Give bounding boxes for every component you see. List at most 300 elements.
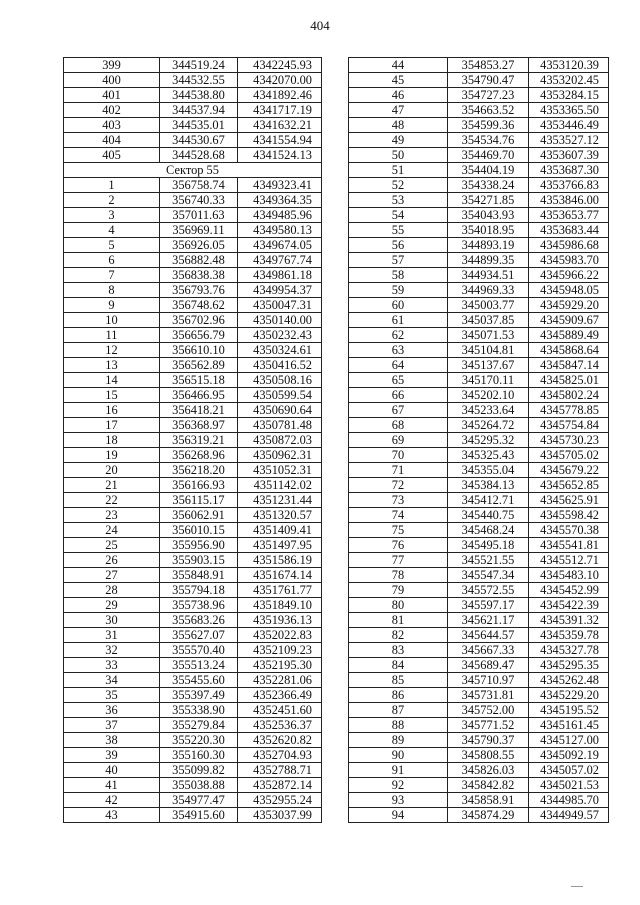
coordinate-y: 4352704.93 (238, 748, 322, 763)
point-number: 8 (64, 283, 160, 298)
table-row (64, 493, 322, 508)
coordinate-y: 4345295.35 (529, 658, 609, 673)
table-row (64, 298, 322, 313)
table-row (64, 793, 322, 808)
coordinate-x: 356748.62 (160, 298, 238, 313)
coordinate-y: 4345909.67 (529, 313, 609, 328)
coordinate-x: 356926.05 (160, 238, 238, 253)
table-row (64, 58, 322, 73)
table-row (349, 418, 609, 433)
point-number: 63 (349, 343, 448, 358)
point-number: 13 (64, 358, 160, 373)
coordinate-x: 355220.30 (160, 733, 238, 748)
point-number: 402 (64, 103, 160, 118)
table-row (64, 403, 322, 418)
table-row (349, 703, 609, 718)
point-number: 45 (349, 73, 448, 88)
point-number: 401 (64, 88, 160, 103)
coordinate-x: 356793.76 (160, 283, 238, 298)
coordinate-y: 4344949.57 (529, 808, 609, 823)
table-row (64, 613, 322, 628)
point-number: 70 (349, 448, 448, 463)
coordinate-x: 345412.71 (448, 493, 529, 508)
coordinate-x: 355794.18 (160, 583, 238, 598)
coordinate-x: 355956.90 (160, 538, 238, 553)
coordinate-y: 4345512.71 (529, 553, 609, 568)
table-row (349, 358, 609, 373)
coordinate-y: 4351586.19 (238, 553, 322, 568)
coordinate-y: 4345983.70 (529, 253, 609, 268)
coordinate-x: 356218.20 (160, 463, 238, 478)
coordinate-x: 354469.70 (448, 148, 529, 163)
point-number: 69 (349, 433, 448, 448)
table-row (349, 103, 609, 118)
coordinate-x: 344537.94 (160, 103, 238, 118)
coordinate-y: 4345422.39 (529, 598, 609, 613)
table-row (64, 283, 322, 298)
point-number: 30 (64, 613, 160, 628)
coordinate-x: 356882.48 (160, 253, 238, 268)
coordinate-x: 354727.23 (448, 88, 529, 103)
coordinate-y: 4345802.24 (529, 388, 609, 403)
sector-header-row (64, 163, 322, 178)
table-row (64, 598, 322, 613)
coordinate-x: 356062.91 (160, 508, 238, 523)
coordinate-y: 4341524.13 (238, 148, 322, 163)
table-row (349, 508, 609, 523)
point-number: 91 (349, 763, 448, 778)
point-number: 4 (64, 223, 160, 238)
coordinate-x: 345468.24 (448, 523, 529, 538)
table-row (349, 208, 609, 223)
point-number: 20 (64, 463, 160, 478)
coordinate-x: 345325.43 (448, 448, 529, 463)
point-number: 21 (64, 478, 160, 493)
coordinate-x: 356740.33 (160, 193, 238, 208)
table-row (349, 718, 609, 733)
coordinate-y: 4345021.53 (529, 778, 609, 793)
coordinate-y: 4345889.49 (529, 328, 609, 343)
coordinate-x: 345771.52 (448, 718, 529, 733)
table-row (349, 58, 609, 73)
point-number: 39 (64, 748, 160, 763)
table-row (64, 808, 322, 823)
point-number: 93 (349, 793, 448, 808)
coordinate-y: 4350508.16 (238, 373, 322, 388)
point-number: 51 (349, 163, 448, 178)
point-number: 90 (349, 748, 448, 763)
coordinate-y: 4353365.50 (529, 103, 609, 118)
point-number: 19 (64, 448, 160, 463)
table-row (349, 583, 609, 598)
coordinate-x: 345808.55 (448, 748, 529, 763)
point-number: 71 (349, 463, 448, 478)
table-row (349, 793, 609, 808)
table-row (349, 433, 609, 448)
table-body (64, 58, 322, 823)
coordinate-x: 355397.49 (160, 688, 238, 703)
point-number: 64 (349, 358, 448, 373)
coordinate-x: 345572.55 (448, 583, 529, 598)
page-number: 404 (310, 18, 330, 33)
table-row (349, 643, 609, 658)
table-row (64, 673, 322, 688)
coordinate-x: 345752.00 (448, 703, 529, 718)
coordinate-y: 4350781.48 (238, 418, 322, 433)
coordinate-y: 4349767.74 (238, 253, 322, 268)
table-row (349, 268, 609, 283)
coordinate-y: 4352022.83 (238, 628, 322, 643)
coordinate-y: 4353683.44 (529, 223, 609, 238)
table-row (64, 373, 322, 388)
coordinate-y: 4345229.20 (529, 688, 609, 703)
coordinate-y: 4352281.06 (238, 673, 322, 688)
table-row (64, 148, 322, 163)
point-number: 14 (64, 373, 160, 388)
table-row (349, 253, 609, 268)
coordinate-x: 355570.40 (160, 643, 238, 658)
coordinate-x: 345826.03 (448, 763, 529, 778)
point-number: 41 (64, 778, 160, 793)
sector-title: Сектор 55 (64, 163, 322, 178)
coordinate-x: 355848.91 (160, 568, 238, 583)
coordinate-y: 4353846.00 (529, 193, 609, 208)
table-row (64, 658, 322, 673)
coordinate-x: 355455.60 (160, 673, 238, 688)
coordinate-x: 345842.82 (448, 778, 529, 793)
coordinate-y: 4351936.13 (238, 613, 322, 628)
table-row (349, 73, 609, 88)
table-row (64, 628, 322, 643)
coordinate-x: 356758.74 (160, 178, 238, 193)
table-row (349, 388, 609, 403)
coordinate-x: 344934.51 (448, 268, 529, 283)
point-number: 6 (64, 253, 160, 268)
point-number: 27 (64, 568, 160, 583)
coordinate-y: 4353446.49 (529, 118, 609, 133)
table-row (64, 103, 322, 118)
table-row (64, 433, 322, 448)
coordinate-x: 344535.01 (160, 118, 238, 133)
table-row (349, 178, 609, 193)
table-row (64, 193, 322, 208)
point-number: 84 (349, 658, 448, 673)
point-number: 405 (64, 148, 160, 163)
coordinate-x: 355338.90 (160, 703, 238, 718)
coordinate-y: 4349861.18 (238, 268, 322, 283)
coordinate-x: 354043.93 (448, 208, 529, 223)
point-number: 66 (349, 388, 448, 403)
coordinate-y: 4350416.52 (238, 358, 322, 373)
coordinate-y: 4349364.35 (238, 193, 322, 208)
coordinate-x: 356466.95 (160, 388, 238, 403)
point-number: 94 (349, 808, 448, 823)
table-row (64, 703, 322, 718)
coordinate-y: 4345966.22 (529, 268, 609, 283)
coordinate-x: 354404.19 (448, 163, 529, 178)
point-number: 60 (349, 298, 448, 313)
point-number: 81 (349, 613, 448, 628)
point-number: 16 (64, 403, 160, 418)
table-row (64, 73, 322, 88)
coordinate-y: 4352620.82 (238, 733, 322, 748)
coordinate-y: 4341717.19 (238, 103, 322, 118)
table-row (349, 223, 609, 238)
table-row (64, 523, 322, 538)
coordinate-y: 4350140.00 (238, 313, 322, 328)
table-row (349, 403, 609, 418)
table-body (349, 58, 609, 823)
point-number: 12 (64, 343, 160, 358)
point-number: 55 (349, 223, 448, 238)
table-row (349, 148, 609, 163)
coordinate-x: 344530.67 (160, 133, 238, 148)
point-number: 54 (349, 208, 448, 223)
coordinate-x: 345790.37 (448, 733, 529, 748)
coordinate-x: 355099.82 (160, 763, 238, 778)
point-number: 52 (349, 178, 448, 193)
point-number: 5 (64, 238, 160, 253)
table-row (64, 463, 322, 478)
coordinate-x: 345710.97 (448, 673, 529, 688)
point-number: 47 (349, 103, 448, 118)
coordinate-y: 4345057.02 (529, 763, 609, 778)
table-row (349, 343, 609, 358)
coordinate-x: 344969.33 (448, 283, 529, 298)
table-row (64, 748, 322, 763)
coordinate-y: 4345541.81 (529, 538, 609, 553)
coordinate-y: 4345092.19 (529, 748, 609, 763)
point-number: 89 (349, 733, 448, 748)
point-number: 10 (64, 313, 160, 328)
coordinate-y: 4345359.78 (529, 628, 609, 643)
coordinate-y: 4350232.43 (238, 328, 322, 343)
coordinate-y: 4353284.15 (529, 88, 609, 103)
coordinate-x: 356969.11 (160, 223, 238, 238)
coordinate-x: 356319.21 (160, 433, 238, 448)
coordinate-y: 4345778.85 (529, 403, 609, 418)
coordinate-x: 354853.27 (448, 58, 529, 73)
point-number: 11 (64, 328, 160, 343)
coordinate-y: 4345705.02 (529, 448, 609, 463)
coordinate-x: 354977.47 (160, 793, 238, 808)
table-row (349, 808, 609, 823)
table-row (349, 613, 609, 628)
coordinate-x: 355627.07 (160, 628, 238, 643)
coordinate-x: 345858.91 (448, 793, 529, 808)
point-number: 86 (349, 688, 448, 703)
point-number: 403 (64, 118, 160, 133)
table-row (349, 478, 609, 493)
table-row (64, 448, 322, 463)
coordinate-x: 344899.35 (448, 253, 529, 268)
point-number: 43 (64, 808, 160, 823)
point-number: 83 (349, 643, 448, 658)
point-number: 76 (349, 538, 448, 553)
point-number: 25 (64, 538, 160, 553)
table-row (64, 388, 322, 403)
coordinate-y: 4345161.45 (529, 718, 609, 733)
point-number: 15 (64, 388, 160, 403)
coordinate-y: 4345483.10 (529, 568, 609, 583)
point-number: 40 (64, 763, 160, 778)
coordinate-x: 354338.24 (448, 178, 529, 193)
coordinate-x: 344538.80 (160, 88, 238, 103)
point-number: 62 (349, 328, 448, 343)
table-row (64, 313, 322, 328)
point-number: 50 (349, 148, 448, 163)
point-number: 74 (349, 508, 448, 523)
table-row (349, 673, 609, 688)
coordinate-y: 4342070.00 (238, 73, 322, 88)
table-row (349, 163, 609, 178)
point-number: 44 (349, 58, 448, 73)
table-row (64, 778, 322, 793)
table-row (64, 478, 322, 493)
coordinate-y: 4349485.96 (238, 208, 322, 223)
point-number: 9 (64, 298, 160, 313)
table-row (349, 283, 609, 298)
point-number: 22 (64, 493, 160, 508)
coordinate-x: 345621.17 (448, 613, 529, 628)
table-row (349, 238, 609, 253)
coordinate-x: 356368.97 (160, 418, 238, 433)
coordinate-x: 356562.89 (160, 358, 238, 373)
coordinate-x: 344528.68 (160, 148, 238, 163)
coordinate-y: 4345625.91 (529, 493, 609, 508)
point-number: 53 (349, 193, 448, 208)
table-row (349, 313, 609, 328)
coordinate-y: 4345327.78 (529, 643, 609, 658)
table-row (64, 223, 322, 238)
coordinate-y: 4350872.03 (238, 433, 322, 448)
table-row (349, 553, 609, 568)
point-number: 36 (64, 703, 160, 718)
point-number: 57 (349, 253, 448, 268)
point-number: 7 (64, 268, 160, 283)
coordinate-x: 356166.93 (160, 478, 238, 493)
coordinate-y: 4350690.64 (238, 403, 322, 418)
coordinate-y: 4350324.61 (238, 343, 322, 358)
coordinate-y: 4352788.71 (238, 763, 322, 778)
coordinate-y: 4345986.68 (529, 238, 609, 253)
coordinate-y: 4345652.85 (529, 478, 609, 493)
point-number: 23 (64, 508, 160, 523)
coordinate-y: 4345195.52 (529, 703, 609, 718)
point-number: 80 (349, 598, 448, 613)
point-number: 28 (64, 583, 160, 598)
point-number: 49 (349, 133, 448, 148)
point-number: 26 (64, 553, 160, 568)
coordinate-y: 4351052.31 (238, 463, 322, 478)
coordinate-x: 354271.85 (448, 193, 529, 208)
point-number: 82 (349, 628, 448, 643)
table-row (349, 733, 609, 748)
coordinate-y: 4352195.30 (238, 658, 322, 673)
coordinate-y: 4351142.02 (238, 478, 322, 493)
coordinate-x: 345355.04 (448, 463, 529, 478)
table-row (64, 568, 322, 583)
coordinate-x: 355738.96 (160, 598, 238, 613)
page-mark (571, 886, 583, 887)
coordinate-x: 356115.17 (160, 493, 238, 508)
point-number: 88 (349, 718, 448, 733)
table-row (64, 343, 322, 358)
coordinate-y: 4342245.93 (238, 58, 322, 73)
table-row (349, 748, 609, 763)
coordinate-y: 4345598.42 (529, 508, 609, 523)
coordinate-y: 4349323.41 (238, 178, 322, 193)
coordinate-x: 345689.47 (448, 658, 529, 673)
coordinate-x: 345597.17 (448, 598, 529, 613)
coordinate-y: 4353653.77 (529, 208, 609, 223)
table-row (64, 733, 322, 748)
table-row (349, 628, 609, 643)
point-number: 77 (349, 553, 448, 568)
table-row (349, 523, 609, 538)
point-number: 46 (349, 88, 448, 103)
coordinate-y: 4345570.38 (529, 523, 609, 538)
coordinate-x: 345440.75 (448, 508, 529, 523)
table-row (349, 298, 609, 313)
coordinate-y: 4351761.77 (238, 583, 322, 598)
table-row (64, 328, 322, 343)
coordinate-y: 4351674.14 (238, 568, 322, 583)
coordinate-y: 4350599.54 (238, 388, 322, 403)
coordinate-x: 355279.84 (160, 718, 238, 733)
table-row (64, 118, 322, 133)
coordinate-y: 4352366.49 (238, 688, 322, 703)
table-row (64, 253, 322, 268)
point-number: 61 (349, 313, 448, 328)
table-row (64, 688, 322, 703)
coordinate-x: 345170.11 (448, 373, 529, 388)
coordinate-y: 4352955.24 (238, 793, 322, 808)
coordinate-y: 4353037.99 (238, 808, 322, 823)
coordinate-y: 4353607.39 (529, 148, 609, 163)
table-row (349, 193, 609, 208)
coordinate-y: 4351849.10 (238, 598, 322, 613)
coordinate-x: 354599.36 (448, 118, 529, 133)
table-row (349, 88, 609, 103)
coordinate-x: 356702.96 (160, 313, 238, 328)
point-number: 24 (64, 523, 160, 538)
point-number: 68 (349, 418, 448, 433)
coordinate-y: 4352451.60 (238, 703, 322, 718)
coordinates-table-right (348, 57, 609, 823)
coordinate-x: 345547.34 (448, 568, 529, 583)
point-number: 399 (64, 58, 160, 73)
point-number: 42 (64, 793, 160, 808)
coordinate-y: 4351497.95 (238, 538, 322, 553)
point-number: 58 (349, 268, 448, 283)
coordinate-x: 345295.32 (448, 433, 529, 448)
coordinate-y: 4349580.13 (238, 223, 322, 238)
coordinate-x: 354915.60 (160, 808, 238, 823)
point-number: 85 (349, 673, 448, 688)
point-number: 65 (349, 373, 448, 388)
table-row (349, 658, 609, 673)
coordinate-x: 355903.15 (160, 553, 238, 568)
point-number: 73 (349, 493, 448, 508)
point-number: 67 (349, 403, 448, 418)
table-row (64, 133, 322, 148)
coordinate-y: 4352872.14 (238, 778, 322, 793)
table-row (64, 643, 322, 658)
table-row (349, 493, 609, 508)
coordinate-x: 354534.76 (448, 133, 529, 148)
coordinate-x: 355513.24 (160, 658, 238, 673)
